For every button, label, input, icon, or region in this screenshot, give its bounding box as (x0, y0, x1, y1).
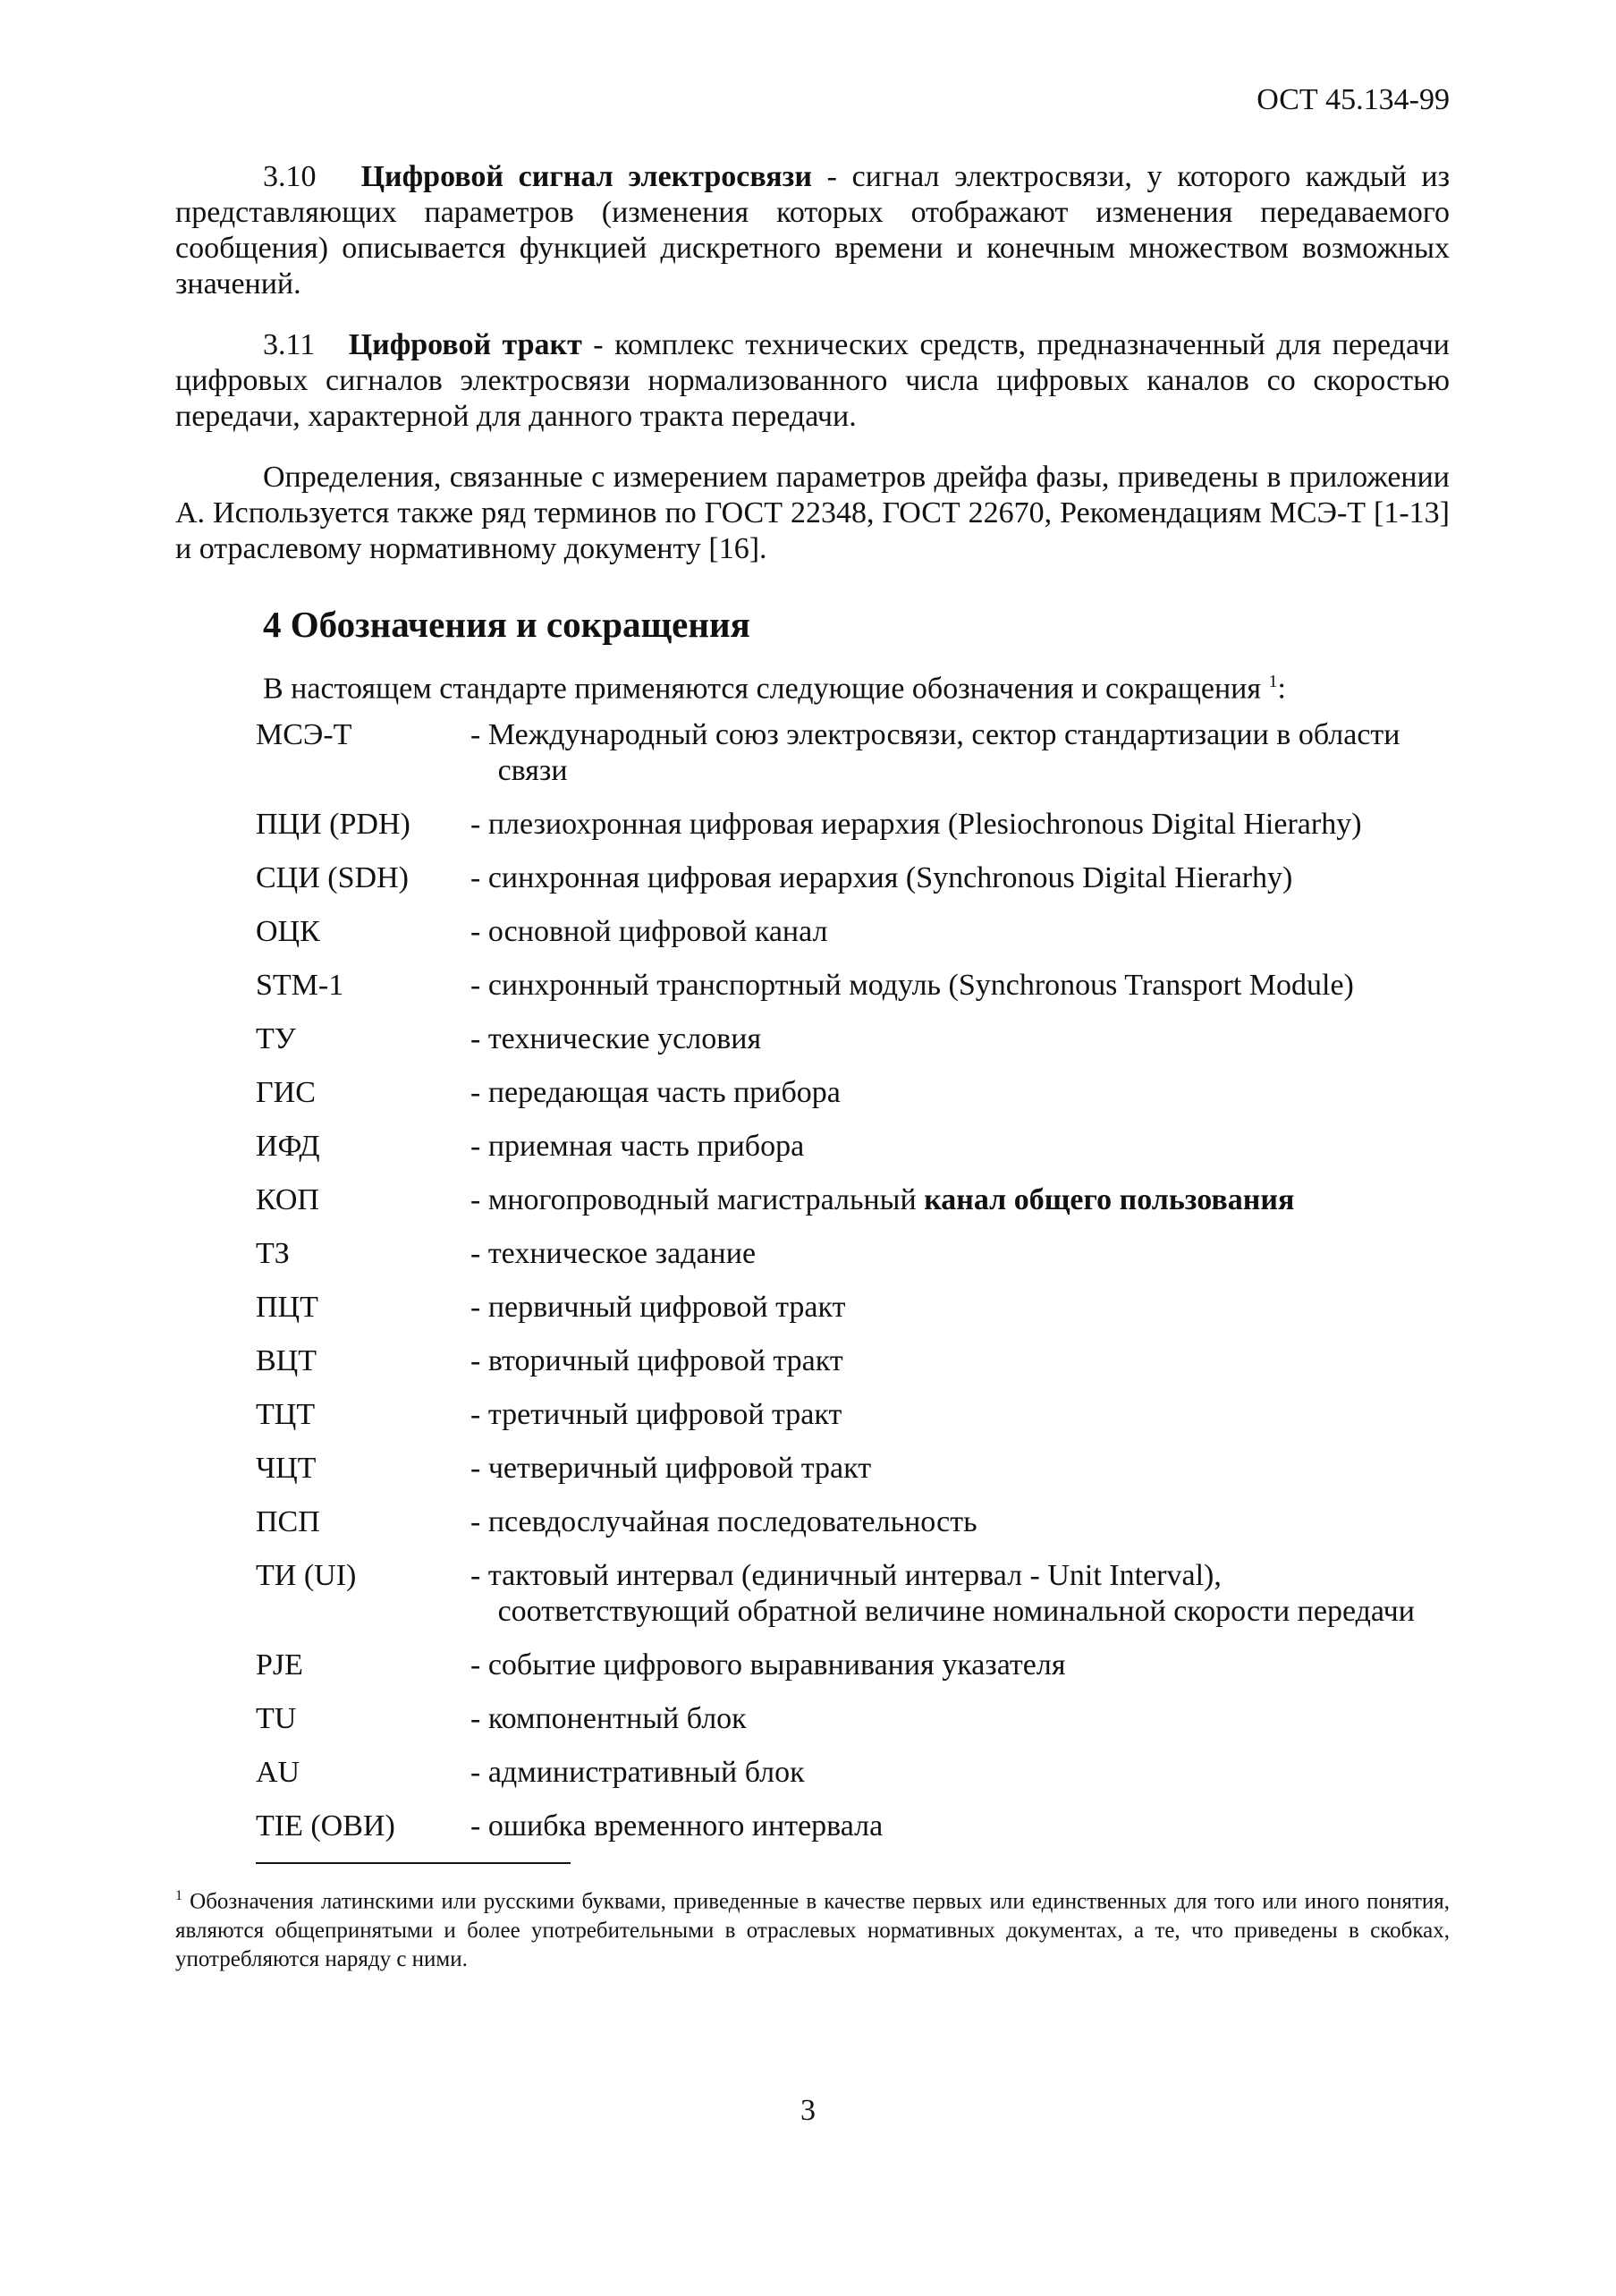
section-intro (263, 664, 1450, 707)
abbreviation-row (256, 1701, 1450, 1737)
abbreviation-row (256, 1129, 1450, 1165)
abbreviation-term: ВЦТ (256, 1344, 317, 1378)
abbreviation-row (256, 914, 1450, 950)
abbreviation-term: PJE (256, 1648, 303, 1682)
abbreviation-term: TU (256, 1702, 297, 1736)
abbreviation-definition: - Международный союз электросвязи, сектор стандартизации в области связи (470, 718, 1400, 788)
definition-term: Цифровой тракт (348, 328, 582, 361)
definition-term: Цифровой сигнал электросвязи (360, 160, 812, 193)
abbreviation-definition: - ошибка временного интервала (470, 1809, 884, 1843)
abbreviation-row (256, 1182, 1450, 1218)
abbreviation-definition: - третичный цифровой тракт (470, 1398, 842, 1432)
definition-number: 3.11 (263, 328, 316, 361)
abbreviation-row (256, 1809, 1450, 1844)
abbreviation-definition: - четверичный цифровой тракт (470, 1452, 872, 1486)
abbreviation-term: ПЦТ (256, 1291, 318, 1325)
abbreviation-row (256, 860, 1450, 896)
abbreviation-definition: - технические условия (470, 1022, 762, 1056)
page-number: 3 (800, 2094, 816, 2127)
abbreviation-term: ПСП (256, 1505, 320, 1539)
abbreviation-term: КОП (256, 1183, 319, 1217)
abbreviation-row (256, 1755, 1450, 1791)
abbreviation-definition: - тактовый интервал (единичный интервал - Unit Interval), соответствующий обратной величине номинальной скорости передачи (470, 1559, 1415, 1629)
abbreviation-row (256, 1451, 1450, 1487)
abbreviation-term: TIE (ОВИ) (256, 1809, 395, 1843)
abbreviation-term: МСЭ-Т (256, 718, 352, 752)
definition-number: 3.10 (263, 160, 317, 193)
abbreviation-term: ТУ (256, 1022, 296, 1056)
abbreviation-definition: - приемная часть прибора (470, 1130, 805, 1164)
abbreviation-term: ПЦИ (PDH) (256, 808, 410, 842)
abbreviation-definition-bold: канал общего пользования (924, 1183, 1295, 1217)
document-code: ОСТ 45.134-99 (1256, 83, 1450, 116)
abbreviation-definition: - синхронный транспортный модуль (Synchronous Transport Module) (470, 969, 1354, 1003)
abbreviation-term: СЦИ (SDH) (256, 861, 409, 895)
abbreviation-term: ОЦК (256, 915, 320, 949)
abbreviation-definition-text: - многопроводный магистральный (470, 1183, 925, 1217)
abbreviation-definition: - синхронная цифровая иерархия (Synchronous Digital Hierarhy) (470, 861, 1293, 895)
abbreviation-term: ТИ (UI) (256, 1559, 357, 1593)
abbreviation-row (256, 1236, 1450, 1272)
abbreviation-list (256, 717, 1450, 1844)
definition-3-11 (175, 327, 1450, 435)
definition-text: - сигнал электросвязи, у которого каждый из представляющих параметров (изменения которых отображают изменения передаваемого сообщения) описывается функцией дискретного времени и конечным множеством возможных значений. (175, 160, 1451, 301)
abbreviation-row (256, 1504, 1450, 1540)
abbreviation-term: AU (256, 1756, 300, 1790)
abbreviation-definition: - псевдослучайная последовательность (470, 1505, 977, 1539)
definition-3-10 (175, 159, 1450, 302)
abbreviation-definition (470, 1182, 1450, 1218)
definition-text: - комплекс технических средств, предназначенный для передачи цифровых сигналов электросвязи нормализованного числа цифровых каналов со скоростью передачи, характерной для данного тракта передачи. (175, 328, 1450, 433)
abbreviation-definition: - административный блок (470, 1756, 805, 1790)
abbreviation-term: ТЗ (256, 1237, 290, 1271)
abbreviation-definition: - передающая часть прибора (470, 1076, 841, 1110)
abbreviation-row (256, 1343, 1450, 1379)
abbreviation-definition: - компонентный блок (470, 1702, 747, 1736)
abbreviation-row (256, 807, 1450, 843)
abbreviation-row (256, 1075, 1450, 1111)
abbreviation-term: ИФД (256, 1130, 320, 1164)
footnote-separator (256, 1862, 571, 1864)
intro-colon: : (1277, 672, 1286, 706)
abbreviation-row (256, 968, 1450, 1004)
abbreviation-term: STM-1 (256, 969, 344, 1003)
abbreviation-row (256, 1290, 1450, 1326)
abbreviation-row (256, 1648, 1450, 1683)
abbreviation-term: ЧЦТ (256, 1452, 317, 1486)
abbreviation-term: ГИС (256, 1076, 316, 1110)
section-title: 4 Обозначения и сокращения (263, 604, 750, 645)
abbreviation-definition: - вторичный цифровой тракт (470, 1344, 843, 1378)
abbreviation-definition: - плезиохронная цифровая иерархия (Plesiochronous Digital Hierarhy) (470, 808, 1362, 842)
footnote-mark: 1 (175, 1888, 182, 1904)
definitions-note: Определения, связанные с измерением параметров дрейфа фазы, приведены в приложении А. Используется также ряд терминов по ГОСТ 22348, ГОСТ 22670, Рекомендациям МСЭ-Т [1-13] и отраслевому нормативному документу [16]. (175, 461, 1450, 565)
abbreviation-row (256, 1558, 1450, 1630)
footnote-reference[interactable]: 1 (1268, 672, 1278, 691)
footnote-text: Обозначения латинскими или русскими буквами, приведенные в качестве первых или единственных для того или иного понятия, являются общепринятыми и более употребительными в отраслевых нормативных документах, а те, что приведены в скобках, употребляются наряду с ними. (175, 1889, 1450, 1971)
abbreviation-row (256, 717, 1450, 789)
footnote (175, 1882, 1450, 1973)
abbreviation-definition: - событие цифрового выравнивания указателя (470, 1648, 1066, 1682)
abbreviation-row (256, 1021, 1450, 1057)
abbreviation-definition: - техническое задание (470, 1237, 757, 1271)
intro-text: В настоящем стандарте применяются следующие обозначения и сокращения (263, 672, 1262, 706)
abbreviation-definition: - основной цифровой канал (470, 915, 828, 949)
abbreviation-definition: - первичный цифровой тракт (470, 1291, 846, 1325)
abbreviation-term: ТЦТ (256, 1398, 316, 1432)
abbreviation-row (256, 1397, 1450, 1433)
